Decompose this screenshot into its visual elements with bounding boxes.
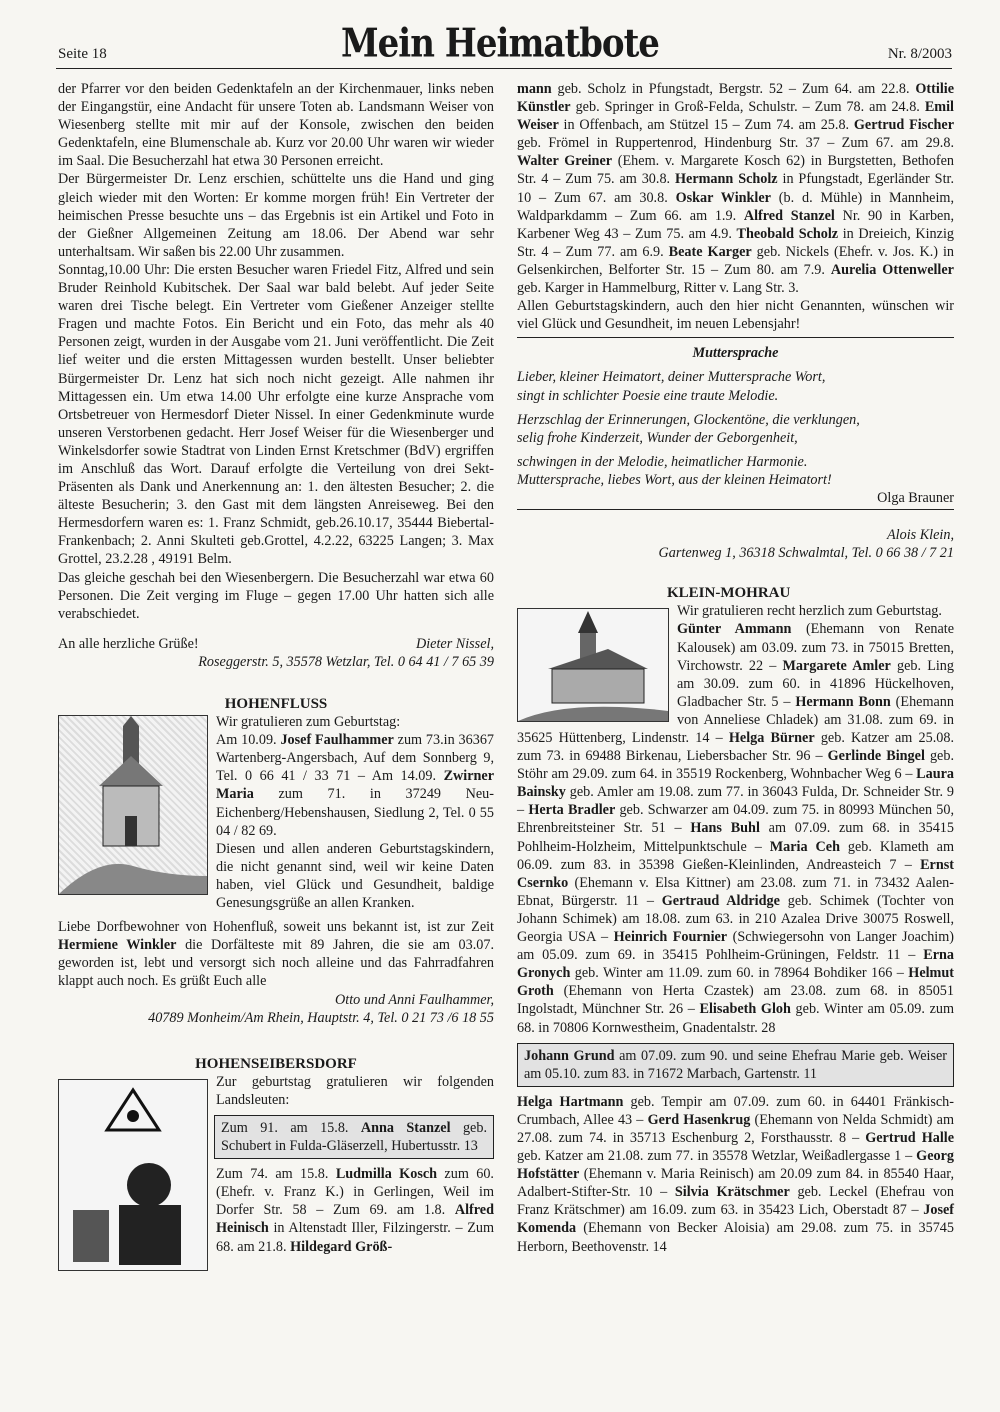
person-name: Hans Buhl: [690, 820, 760, 837]
author-address: Roseggerstr. 5, 35578 Wetzlar, Tel. 0 64 41 / 7 65 39: [198, 653, 494, 670]
person-name: Ernst Csernko: [517, 856, 954, 891]
person-name: Gertrud Halle: [865, 1129, 955, 1146]
person-name: Gertrud Fischer: [853, 117, 955, 134]
highlight-box: Johann Grund am 07.09. zum 90. und seine Ehefrau Marie geb. Weiser am 05.10. zum 83. in 71672 Marbach, Gartenstr. 11: [517, 1043, 954, 1087]
entry-details: geb. Scholz in Pfungstadt, Bergstr. 52 – Zum 64. am 22.8.: [551, 81, 916, 97]
person-name: Walter Greiner: [517, 153, 613, 170]
entry-details: in Dreieich, Kinzig Str. 4 – Zum 77. am 6.9.: [517, 225, 954, 260]
paragraph: Liebe Dorfbewohner von Hohenfluß, soweit uns bekannt ist, ist zur Zeit Hermiene Winkler die Dorfälteste mit 89 Jahren, die sie am 03.07. geworden ist, lebt und versorgt sich noch alleine und das Fahrradfahren klappt auch noch. Es grüßt Euch alle: [58, 919, 494, 990]
closing-text: Diesen und allen anderen Geburtstagskindern, die nicht genannt sind, weil wir keine Daten haben, viel Glück und Gesundheit, baldige Genesungsgrüße an allen Kranken.: [216, 840, 494, 912]
person-name: Heinrich Fournier: [613, 929, 728, 946]
entry-details: geb. Tempir am 07.09. zum 60. in 64401 Fränkisch-Crumbach, Allee 43 –: [517, 1093, 954, 1128]
signature-address: Gartenweg 1, 36318 Schwalmtal, Tel. 0 66 38 / 7 21: [658, 545, 954, 562]
greeting: An alle herzliche Grüße!: [58, 635, 199, 652]
person-name: Georg Hofstätter: [517, 1148, 954, 1183]
entry-details: (Ehemann von Herta Czastek) am 23.08. zum 68. in 85051 Ingolstadt, Münchner Str. 26 –: [517, 983, 954, 1018]
left-column: [58, 80, 494, 1275]
poem-author: Olga Brauner: [877, 489, 954, 506]
person-name: Laura Bainsky: [517, 766, 954, 801]
intro-text: Wir gratulieren zum Geburtstag:: [216, 714, 401, 731]
entry-details: Nr. 90 in Karben, Karbener Weg 43 – Zum 75. am 4.9.: [517, 207, 954, 242]
poem-title: Muttersprache: [692, 345, 779, 362]
entry-details: (Ehemann von Nelda Schmidt) am 27.08. zum 74. in 35713 Eschenburg 2, Forsthausstr. 8 –: [517, 1111, 955, 1146]
person-name: Ottilie Künstler: [517, 81, 954, 116]
paragraph: Das gleiche geschah bei den Wiesenbergern. Die Besucherzahl war etwa 60 Personen. Die Zeit verging im Fluge – gegen 17.00 Uhr hatten sich alle verabschiedet.: [58, 569, 494, 622]
poem-line: Muttersprache, liebes Wort, aus der kleinen Heimatort!: [517, 471, 832, 488]
person-name: Erna Gronych: [517, 947, 954, 982]
church-icon: [518, 609, 668, 721]
person-name: Emil Weiser: [517, 99, 954, 134]
entry-details: geb. Katzer am 25.08. zum 73. in 69488 Birkenau, Liebersbacher Str. 96 –: [517, 730, 954, 765]
entry-details: geb. Leckel (Ehefrau von Franz Krätschmer) am 16.09. zum 63. in 35423 Lich, Oberstadt 87 –: [517, 1184, 954, 1219]
person-name: Maria Ceh: [769, 838, 840, 855]
person-name: Theobald Scholz: [736, 225, 839, 242]
person-name: Oskar Winkler: [675, 189, 771, 206]
right-column: [517, 80, 954, 1256]
entry-details: geb. Winter am 11.09. zum 60. in 78964 Bohdiker 166 –: [570, 965, 909, 982]
person-name: Helmut Groth: [517, 965, 954, 1000]
person-name: Gerd Hasenkrug: [647, 1111, 751, 1128]
entry-details: geb. Nickels (Ehefr. v. Jos. K.) in Gelsenkirchen, Belforter Str. 15 – Zum 80. am 7.9.: [517, 243, 954, 278]
poem-line: selig frohe Kinderzeit, Wunder der Geborgenheit,: [517, 429, 798, 446]
page-number: Seite 18: [58, 46, 107, 62]
entry-details: in Offenbach, am Stützel 15 – Zum 74. am 25.8.: [558, 117, 854, 134]
entry-details: geb. Schwarzer am 04.09. zum 75. in 80993 München 50, Ehrenbreitsteiner Str. 51 –: [517, 802, 955, 837]
entry-details: geb. Springer in Groß-Felda, Schulstr. – Zum 78. am 24.8.: [570, 99, 925, 116]
person-name: Gertraud Aldridge: [661, 892, 780, 909]
page-header: [0, 0, 1000, 70]
person-name: Silvia Krätschmer: [674, 1184, 790, 1201]
signature-name: Alois Klein,: [887, 527, 954, 544]
person-name: Hermann Scholz: [674, 171, 778, 188]
entry-details: (Ehemann von Becker Aloisia) am 29.08. zum 75. in 35745 Herborn, Beethovenstr. 14: [517, 1220, 954, 1255]
entry-details: (Schwiegersohn von Langer Joachim) am 05.09. zum 69. in 35415 Pohlheim-Grüningen, Feldstr. 11 –: [517, 929, 954, 964]
entry-details: geb. Karger in Hammelburg, Ritter v. Lang Str. 3.: [517, 280, 799, 297]
section-title-klein-mohrau: KLEIN-MOHRAU: [667, 585, 791, 602]
intro-text: Wir gratulieren recht herzlich zum Geburtstag.: [677, 603, 942, 620]
entry-details: geb. Winter am 05.09. zum 68. in 70806 Kornwestheim, Gnadentalstr. 28: [517, 1001, 955, 1036]
entry-details: (Ehemann von Renate Kalousek) am 03.09. zum 73. in 75015 Bretten, Virchowstr. 22 –: [677, 621, 954, 674]
signature-address: 40789 Monheim/Am Rhein, Hauptstr. 4, Tel. 0 21 73 /6 18 55: [148, 1009, 494, 1026]
person-name: Gerlinde Bingel: [827, 748, 925, 765]
signature-name: Otto und Anni Faulhammer,: [335, 991, 494, 1008]
person-name: Günter Ammann: [677, 621, 792, 638]
issue-number: Nr. 8/2003: [887, 46, 952, 62]
entry-details: (Ehemann von Anneliese Chladek) am 31.08. zum 69. in 35625 Hüttenberg, Lindenstr. 14 –: [517, 693, 954, 746]
chapel-illustration: [58, 715, 208, 895]
portrait-illustration: [58, 1079, 208, 1271]
paragraph: der Pfarrer vor den beiden Gedenktafeln an der Kirchenmauer, links neben der Eingangstür, eine Andacht für unsere Toten ab. Landsmann Weiser von Wiesenberg stellte mit mir auf der Konsole, zwischen den beiden Gedenktafeln, eine Blumenschale ab. Kurz vor 20.00 Uhr waren wir wieder im Saal. Die Besucherzahl hat etwa 30 Personen erreicht.: [58, 81, 494, 170]
person-name: Helga Bürner: [728, 730, 815, 746]
section-title-hohenfluss: HOHENFLUSS: [224, 696, 328, 712]
person-name: Josef Komenda: [517, 1202, 954, 1237]
portrait-icon: [59, 1080, 207, 1270]
wish-text: Allen Geburtstagskindern, auch den hier nicht Genannten, wünschen wir viel Glück und Gesundheit, im neuen Lebensjahr!: [517, 298, 954, 333]
entry-details: am 07.09. zum 68. in 35415 Pohlheim-Holzheim, Mittelpunktschule –: [517, 820, 954, 855]
entry-details: geb. Frömel in Ruppertenrod, Hindenburg Str. 37 – Zum 67. am 29.8.: [517, 135, 954, 152]
entry-details: geb. Amler am 19.08. zum 77. in 36043 Fulda, Dr. Schneider Str. 9 –: [517, 784, 954, 819]
chapel-icon: [59, 716, 207, 894]
poem-line: Lieber, kleiner Heimatort, deiner Muttersprache Wort,: [517, 369, 826, 386]
entry-details: geb. Katzer am 21.08. zum 77. in 35578 Wetzlar, Weißadlergasse 1 –: [517, 1148, 917, 1165]
masthead-title: Mein Heimatbote: [341, 21, 659, 67]
signature-block: [58, 635, 494, 653]
entry-details: geb. Stöhr am 29.09. zum 64. in 35519 Rockenberg, Wohnbacher Weg 6 –: [517, 748, 954, 783]
person-name: Alfred Stanzel: [743, 207, 835, 224]
entry-details: (Ehemann v. Maria Reinisch) am 20.09 zum 84. in 85540 Haar, Adalbert-Stifter-Str. 10 –: [517, 1166, 954, 1201]
birthday-list: [517, 80, 954, 297]
poem-line: Herzschlag der Erinnerungen, Glockentöne, die verklungen,: [517, 411, 860, 428]
person-name: mann: [517, 81, 552, 97]
section-title-hohenseibersdorf: HOHENSEIBERSDORF: [195, 1055, 357, 1072]
paragraph: Der Bürgermeister Dr. Lenz erschien, schüttelte uns die Hand und ging gleich wieder mit den Worten: Er komme morgen früh! Ein Vertreter der heimischen Presse besuchte uns – das Ergebnis ist ein Artikel und Foto in der Gießner Allgemeinen Zeitung am 18.06. Der Abend war sehr unterhaltsam. Wir saßen bis 22.00 Uhr zusammen.: [58, 171, 494, 260]
entry-details: geb. Klameth am 06.09. zum 83. in 35398 Gießen-Kleinlinden, Andreasteich 7 –: [517, 838, 954, 873]
entry-details: in Pfungstadt, Egerländer Str. 10 – Zum 67. am 30.8.: [517, 171, 954, 206]
person-name: Aurelia Ottenweller: [830, 261, 954, 278]
person-name: Hermann Bonn: [795, 693, 891, 710]
person-name: Margarete Amler: [782, 657, 891, 674]
poem-block: [517, 337, 954, 510]
church-illustration: [517, 608, 669, 722]
birthday-entry: Zum 74. am 15.8. Ludmilla Kosch zum 60. (Ehefr. v. Franz K.) in Gerlingen, Weil im Dorfer Str. 58 – Zum 69. am 1.8. Alfred Heinisch in Altenstadt Iller, Filzingerstr. – Zum 68. am 21.8. Hildegard Größ-: [216, 1166, 494, 1255]
entry-details: (b. d. Mühle) in Mannheim, Waldparkdamm – Zum 66. am 1.9.: [517, 189, 954, 224]
poem-line: singt in schlichter Poesie eine traute Melodie.: [517, 387, 779, 404]
header-rule: [56, 68, 952, 69]
entry-details: geb. Schimek (Tochter von Johann Schimek) am 18.08. zum 63. in 210 Azalea Drive 30075 Roswell, Georgia USA –: [517, 892, 954, 946]
person-name: Helga Hartmann: [517, 1093, 624, 1110]
poem-line: schwingen in der Melodie, heimatlicher Harmonie.: [517, 453, 808, 470]
birthday-entry: Am 10.09. Josef Faulhammer zum 73.in 36367 Wartenberg-Angersbach, Auf dem Sonnberg 9, Tel. 0 66 41 / 33 71 – Am 14.09. Zwirner Maria zum 71. in 37249 Neu-Eichenberg/Hebenshausen, Siedlung 2, Tel. 0 55 04 / 82 69.: [216, 732, 495, 839]
entry-details: (Ehemann v. Elsa Kittner) am 23.08. zum 71. in 73432 Aalen-Ebnat, Bürgerstr. 11 –: [517, 874, 954, 909]
paragraph: Sonntag,10.00 Uhr: Die ersten Besucher waren Friedel Fitz, Alfred und sein Bruder Reinhold Kubitschek. Der Saal war bald belebt. Auf jeder Seite waren drei Tische belegt. Ein Vertreter vom Gießener Anzeiger stellte Fragen und machte Fotos. Ein Bericht und ein Foto, das mehr als 40 Personen zeigt, wurden in der Ausgabe vom 21. Juni veröffentlicht. Die Zeit lief weiter und die ersten Mittagessen wurden bestellt. Unser beliebter Bürgermeister Dr. Lenz hat sich noch nicht gezeigt. Alle nahmen ihr Mittagessen ein. Um etwa 14.00 Uhr erfolgte eine kurze Ansprache vom Ortsbetreuer von Hermesdorf Dieter Nissel. In einer Gedenkminute wurde unseren Verstorbenen gedacht. Herr Josef Weiser für die Wiesenberger und Winkelsdorfer sowie Stadtrat von Linden Ernst Kretschmer (BdV) ergriffen im Anschluß das Wort. Darauf erfolgte die Verteilung von drei Sekt-Präsenten als Dank und Anerkennung an: 1. den ältesten Besucher; 2. die älteste Besucherin; 3. den Gast mit dem längsten Anreiseweg. Bei den Hermesdorfern waren es: 1. Franz Schmidt, geb.26.10.17, 35444 Biebertal-Frankenbach; 2. Anni Skulteti geb.Grottel, 4.2.22, 63225 Langen; 3. Max Grottel, 23.2.28 , 49191 Belm.: [58, 261, 494, 568]
person-name: Herta Bradler: [528, 802, 616, 819]
intro-text: Zur geburtstag gratulieren wir folgenden Landsleuten:: [216, 1073, 494, 1108]
person-name: Beate Karger: [668, 243, 752, 260]
person-name: Elisabeth Gloh: [699, 1001, 791, 1018]
highlight-box: Zum 91. am 15.8. Anna Stanzel geb. Schubert in Fulda-Gläserzell, Hubertusstr. 13: [214, 1115, 494, 1159]
birthday-list: [517, 1093, 954, 1256]
entry-details: geb. Ling am 30.09. zum 60. in 41896 Hückelhoven, Gladbacher Str. 5 –: [677, 657, 954, 710]
author-name: Dieter Nissel,: [415, 635, 494, 652]
entry-details: (Ehem. v. Margarete Kosch 62) in Burgstetten, Bethofen Str. 4 – Zum 75. am 30.8.: [517, 153, 954, 188]
